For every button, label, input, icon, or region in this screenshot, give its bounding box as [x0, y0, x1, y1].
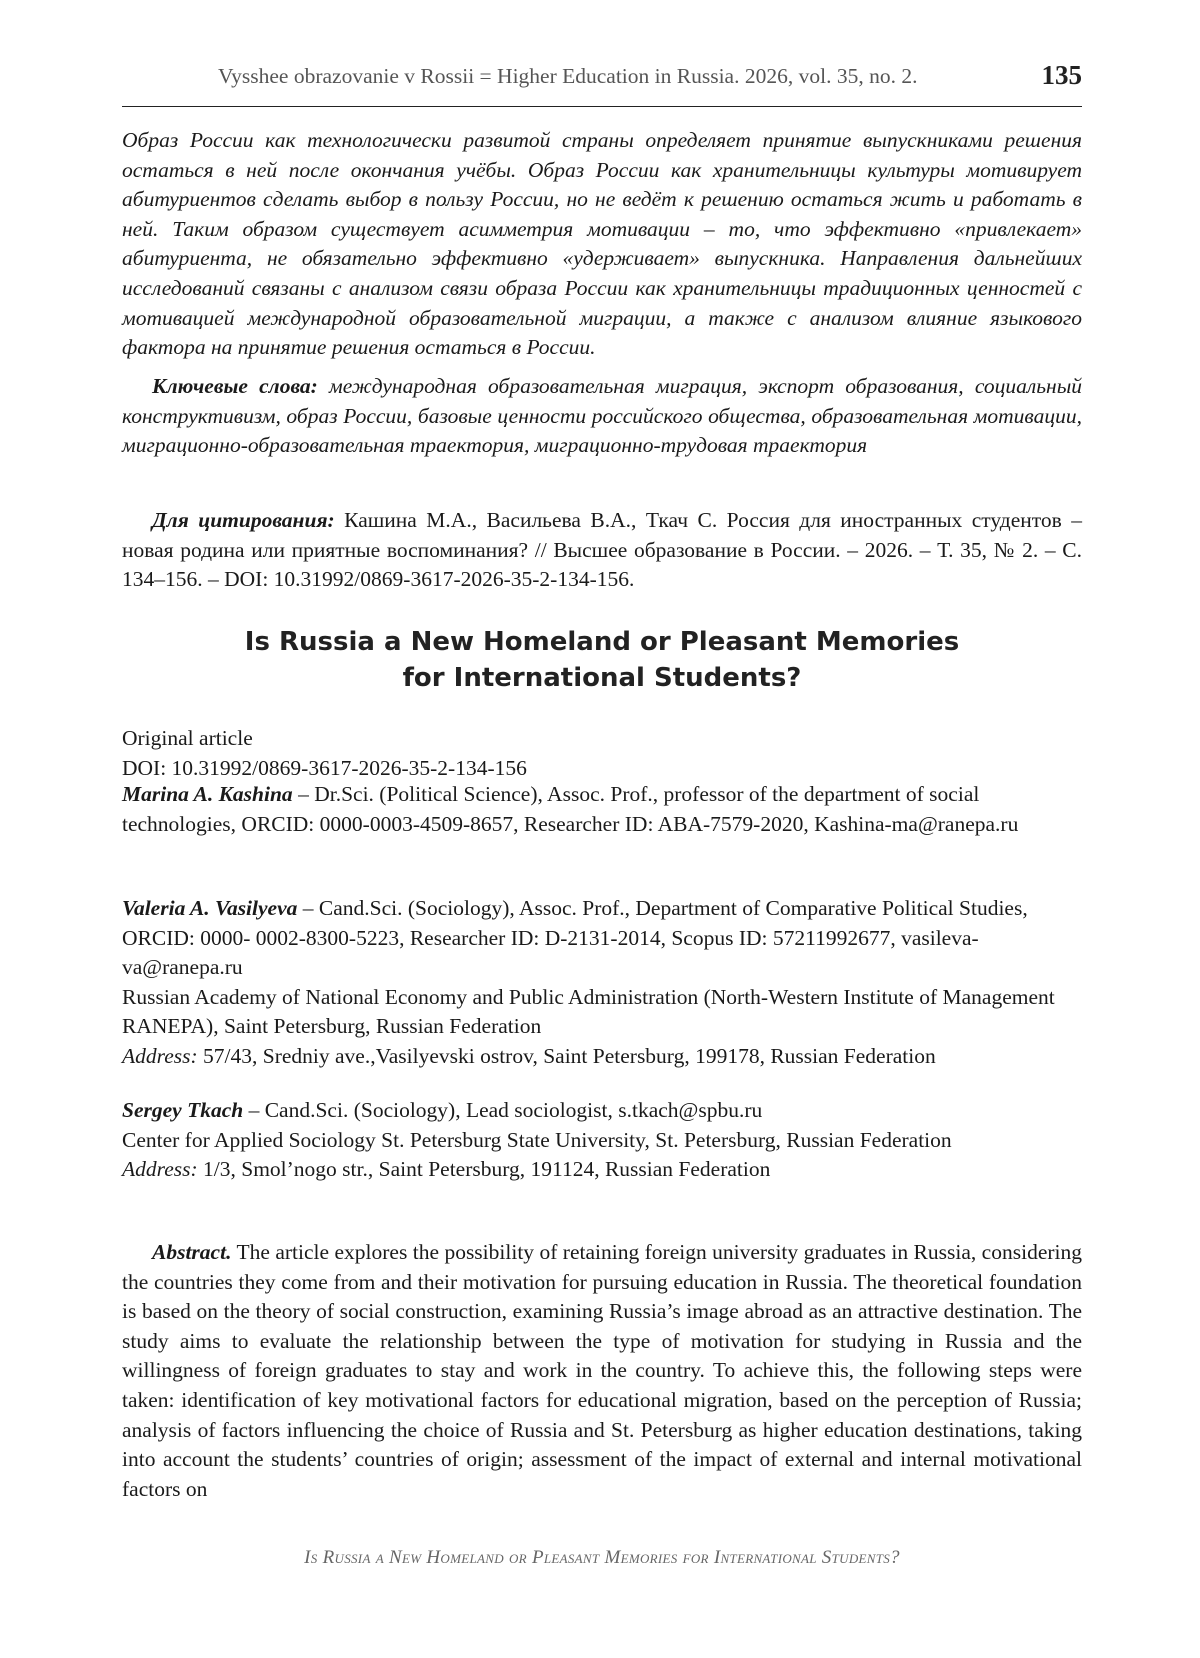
keywords-russian — [122, 372, 1082, 461]
author-affiliation: Russian Academy of National Economy and Public Administration (North-Western Institute of Management RANEPA), Saint Petersburg, Russian Federation — [122, 984, 1055, 1039]
article-meta — [122, 724, 1082, 783]
page-number: 135 — [1041, 60, 1082, 90]
keywords-label: Ключевые слова: — [152, 374, 318, 398]
author-details: – Cand.Sci. (Sociology), Assoc. Prof., Department of Comparative Political Studies, ORCID: 0000- 0002-8300-5223, Researcher ID: D-2131-2014, Scopus ID: 57211992677, vasileva-va@ranepa.ru — [122, 896, 1028, 980]
author-address — [122, 1042, 1082, 1072]
article-title-english — [122, 624, 1082, 696]
author-block-vasilyeva — [122, 894, 1082, 1072]
keywords-text: международная образовательная миграция, экспорт образования, социальный конструктивизм, образ России, базовые ценности российского общества, образовательная мотивации, миграционно-образовательная траектория, миграционно-трудовая траектория — [122, 374, 1083, 458]
article-doi: DOI: 10.31992/0869-3617-2026-35-2-134-156 — [122, 755, 527, 780]
author-block-kashina — [122, 780, 1082, 839]
abstract-russian: Образ России как технологически развитой страны определяет принятие выпускниками решения остаться в ней после окончания учёбы. Образ России как хранительницы культуры мотивирует абитуриентов сделать выбор в пользу России, но не ведёт к решению остаться жить и работать в ней. Таким образом существует асимметрия мотивации – то, что эффективно «привлекает» абитуриента, не обязательно эффективно «удерживает» выпускника. Направления дальнейших исследований связаны с анализом связи образа России как хранительницы традиционных ценностей с мотивацией международной образовательной миграции, а также с анализом влияние языкового фактора на принятие решения остаться в России. — [122, 128, 1082, 360]
running-footer: Is Russia a New Homeland or Pleasant Memories for International Students? — [304, 1547, 900, 1568]
article-type: Original article — [122, 726, 253, 750]
journal-citation-header: Vysshee obrazovanie v Rossii = Higher Education in Russia. 2026, vol. 35, no. 2. — [218, 64, 918, 88]
citation-russian — [122, 506, 1082, 595]
address-label: Address: — [122, 1043, 198, 1068]
author-details: – Cand.Sci. (Sociology), Lead sociologist, s.tkach@spbu.ru — [243, 1098, 763, 1122]
author-name: Valeria A. Vasilyeva — [122, 896, 298, 920]
citation-label: Для цитирования: — [152, 508, 335, 532]
address-text: 1/3, Smol’nogo str., Saint Petersburg, 191124, Russian Federation — [197, 1157, 771, 1182]
author-name: Sergey Tkach — [122, 1098, 244, 1122]
author-details: – Dr.Sci. (Political Science), Assoc. Prof., professor of the department of social technologies, ORCID: 0000-0003-4509-8657, Researcher ID: ABA-7579-2020, Kashina-ma@ranepa.ru — [122, 782, 1019, 836]
citation-text: Кашина М.А., Васильева В.А., Ткач С. Россия для иностранных студентов – новая родина или приятные воспоминания? // Высшее образование в России. – 2026. – Т. 35, № 2. – С. 134–156. – DOI: 10.31992/0869-3617-2026-35-2-134-156. — [122, 508, 1082, 592]
author-line — [122, 1096, 1082, 1126]
address-label: Address: — [122, 1157, 198, 1182]
title-line-2: for International Students? — [402, 663, 802, 693]
abstract-english — [122, 1238, 1082, 1504]
running-header — [122, 62, 1082, 107]
title-line-1: Is Russia a New Homeland or Pleasant Memories — [244, 627, 960, 657]
abstract-label: Abstract. — [152, 1240, 232, 1264]
abstract-text: The article explores the possibility of retaining foreign university graduates in Russia, considering the countries they come from and their motivation for pursuing education in Russia. The theoretical foundation is based on the theory of social construction, examining Russia’s image abroad as an attractive destination. The study aims to evaluate the relationship between the type of motivation for studying in Russia and the willingness of foreign graduates to stay and work in the country. To achieve this, the following steps were taken: identification of key motivational factors for educational migration, based on the perception of Russia; analysis of factors influencing the choice of Russia and St. Petersburg as higher education destinations, taking into account the students’ countries of origin; assessment of the impact of external and internal motivational factors on — [122, 1240, 1082, 1501]
address-text: 57/43, Sredniy ave.,Vasilyevski ostrov, Saint Petersburg, 199178, Russian Federation — [197, 1043, 936, 1068]
author-block-tkach — [122, 1096, 1082, 1185]
author-affiliation: Center for Applied Sociology St. Petersburg State University, St. Petersburg, Russian Federation — [122, 1127, 952, 1152]
author-address — [122, 1155, 1082, 1185]
author-name: Marina A. Kashina — [122, 782, 293, 806]
author-line — [122, 896, 1028, 979]
